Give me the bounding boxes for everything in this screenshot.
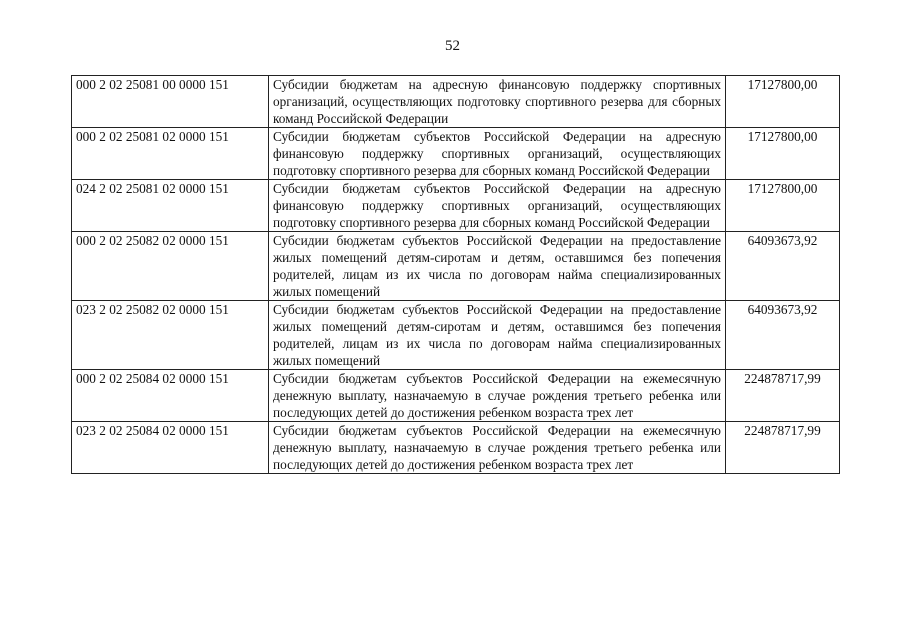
page-number: 52 xyxy=(445,38,460,54)
budget-code-cell: 024 2 02 25081 02 0000 151 xyxy=(72,180,269,232)
amount-cell: 17127800,00 xyxy=(726,128,840,180)
amount-cell: 224878717,99 xyxy=(726,370,840,422)
amount-cell: 64093673,92 xyxy=(726,232,840,301)
table-row xyxy=(72,232,840,301)
budget-code-cell: 000 2 02 25082 02 0000 151 xyxy=(72,232,269,301)
table-row xyxy=(72,370,840,422)
budget-code-cell: 023 2 02 25084 02 0000 151 xyxy=(72,422,269,474)
description-cell: Субсидии бюджетам субъектов Российской Федерации на предоставление жилых помещений детям-сиротам и детям, оставшимся без попечения родителей, лицам из их числа по договорам найма специализированных жилых помещений xyxy=(269,301,726,370)
description-cell: Субсидии бюджетам субъектов Российской Федерации на адресную финансовую поддержку спортивных организаций, осуществляющих подготовку спортивного резерва для сборных команд Российской Федерации xyxy=(269,180,726,232)
table-row xyxy=(72,76,840,128)
table-row xyxy=(72,301,840,370)
table-row xyxy=(72,180,840,232)
budget-table xyxy=(71,75,840,474)
table-row xyxy=(72,422,840,474)
amount-cell: 64093673,92 xyxy=(726,301,840,370)
description-cell: Субсидии бюджетам субъектов Российской Федерации на ежемесячную денежную выплату, назначаемую в случае рождения третьего ребенка или последующих детей до достижения ребенком возраста трех лет xyxy=(269,370,726,422)
description-cell: Субсидии бюджетам субъектов Российской Федерации на предоставление жилых помещений детям-сиротам и детям, оставшимся без попечения родителей, лицам из их числа по договорам найма специализированных жилых помещений xyxy=(269,232,726,301)
budget-code-cell: 000 2 02 25084 02 0000 151 xyxy=(72,370,269,422)
amount-cell: 17127800,00 xyxy=(726,76,840,128)
description-cell: Субсидии бюджетам субъектов Российской Федерации на ежемесячную денежную выплату, назначаемую в случае рождения третьего ребенка или последующих детей до достижения ребенком возраста трех лет xyxy=(269,422,726,474)
budget-code-cell: 000 2 02 25081 02 0000 151 xyxy=(72,128,269,180)
amount-cell: 17127800,00 xyxy=(726,180,840,232)
budget-code-cell: 000 2 02 25081 00 0000 151 xyxy=(72,76,269,128)
budget-code-cell: 023 2 02 25082 02 0000 151 xyxy=(72,301,269,370)
table-row xyxy=(72,128,840,180)
amount-cell: 224878717,99 xyxy=(726,422,840,474)
description-cell: Субсидии бюджетам субъектов Российской Федерации на адресную финансовую поддержку спортивных организаций, осуществляющих подготовку спортивного резерва для сборных команд Российской Федерации xyxy=(269,128,726,180)
description-cell: Субсидии бюджетам на адресную финансовую поддержку спортивных организаций, осуществляющих подготовку спортивного резерва для сборных команд Российской Федерации xyxy=(269,76,726,128)
